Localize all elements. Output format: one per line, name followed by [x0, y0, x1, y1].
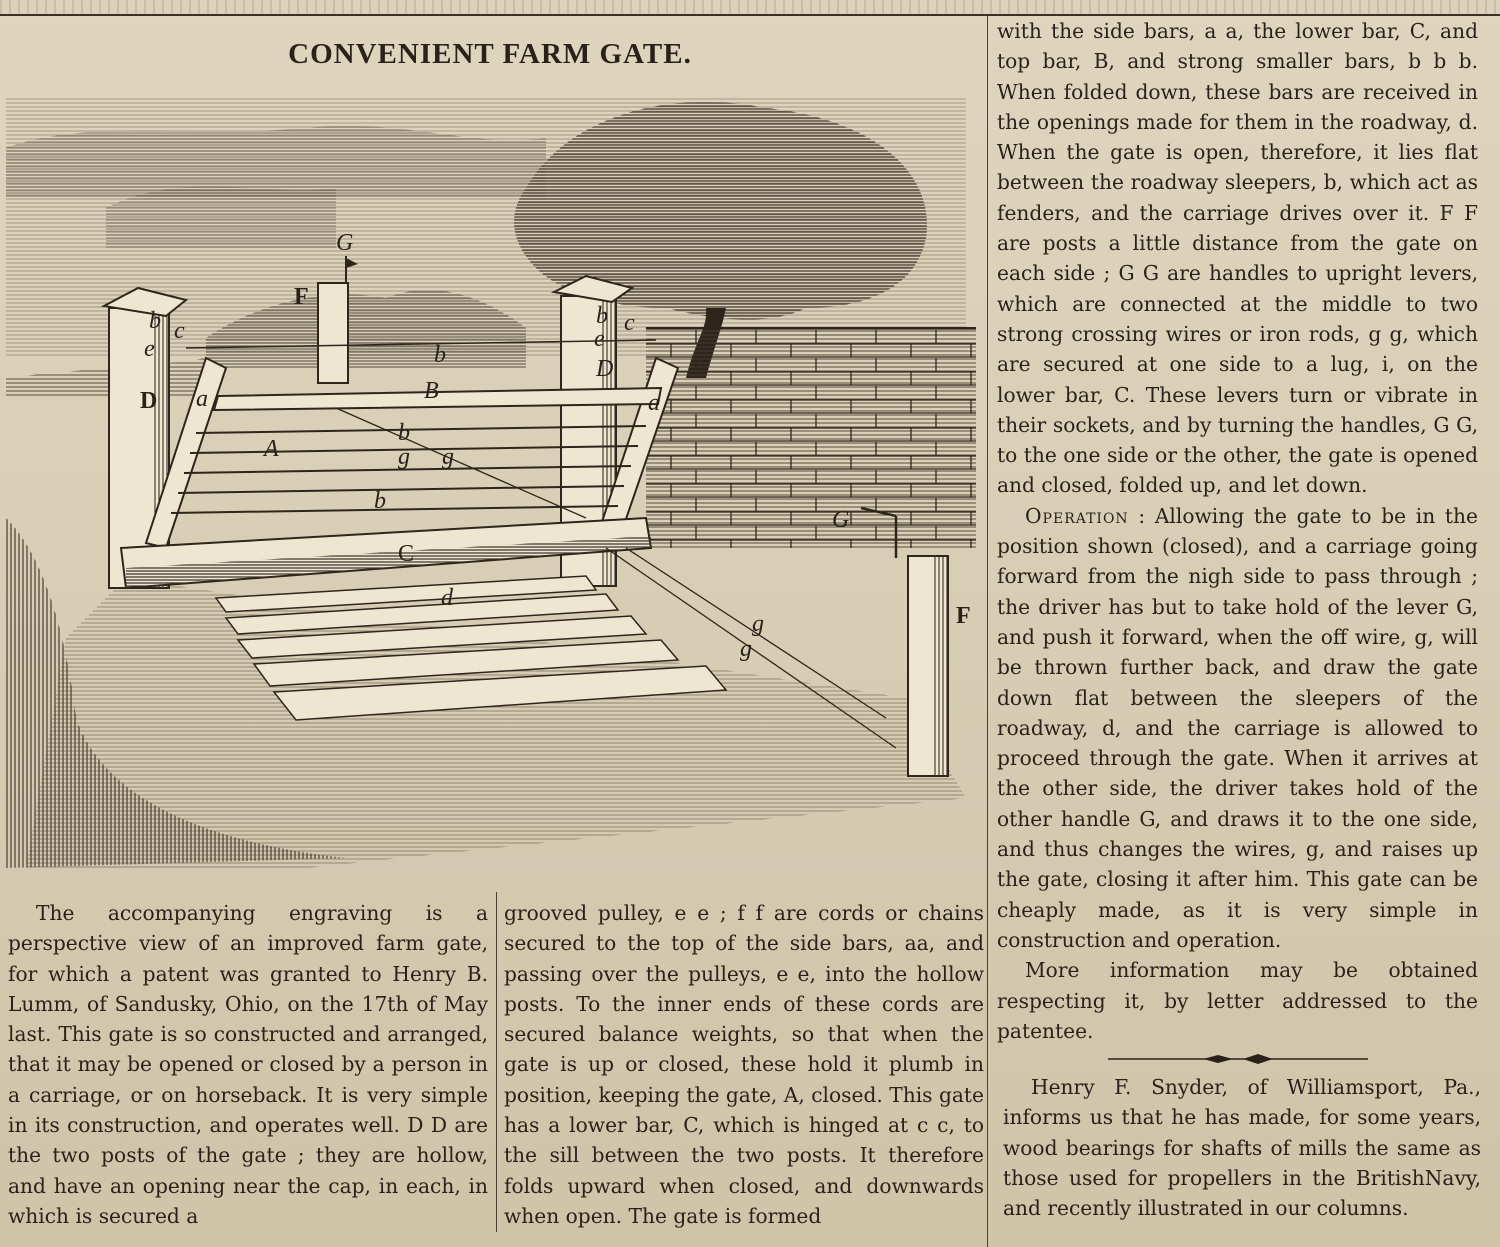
label-e-right: e [594, 326, 605, 352]
column-middle [504, 898, 984, 1231]
label-d: d [441, 585, 453, 611]
column-left [8, 898, 488, 1231]
column-right [997, 16, 1478, 1046]
label-g-wire2: g [740, 636, 752, 662]
label-b-right: b [596, 303, 608, 329]
label-e-left: e [144, 336, 155, 362]
label-D-right: D [596, 356, 614, 382]
farm-gate-engraving [6, 78, 982, 868]
label-G-right: G [832, 507, 850, 533]
column-rule-left [496, 892, 497, 1232]
label-a-left: a [196, 386, 208, 412]
label-F-front: F [956, 603, 971, 629]
label-b-lower: b [374, 488, 386, 514]
column-right-bottom [1003, 1072, 1481, 1223]
label-A: A [264, 436, 279, 462]
label-F-back: F [294, 284, 309, 310]
label-c-right: c [624, 310, 635, 336]
article-title: CONVENIENT FARM GATE. [288, 38, 692, 70]
label-G-top: G [336, 230, 354, 256]
article-body-col3-p1: with the side bars, a a, the lower bar, C, and top bar, B, and strong smaller bars, b b b. When folded down, these bars are received in the openings made for them in the roadway, d. When the gate is open, therefore, it lies flat between the roadway sleepers, b, which act as fenders, and the carriage drives over it. F F are posts a little distance from the gate on each side ; G G are handles to upright levers, which are connected at the middle to two strong crossing wires or iron rods, g g, which are secured at one side to a lug, i, on the lower bar, C. These levers turn or vibrate in their sockets, and by turning the handles, G G, to the one side or the other, the gate is opened and closed, folded up, and let down. [997, 19, 1478, 498]
label-b-mid: b [398, 420, 410, 446]
article-body-col3-p4: Henry F. Snyder, of Williamsport, Pa., informs us that he has made, for some years, wood bearings for shafts of mills the same as those used for propellers in the BritishNavy, and recently illustrated in our columns. [1003, 1075, 1481, 1221]
torn-top-strip [0, 0, 1500, 14]
label-g-mid: g [398, 444, 410, 470]
column-rule-right [987, 16, 988, 1247]
label-g-mid2: g [442, 444, 454, 470]
label-D-left: D [140, 388, 158, 414]
operation-label: Operation [1025, 503, 1129, 528]
article-body-col3-p2: : Allowing the gate to be in the position shown (closed), and a carriage going forward from the nigh side to pass through ; the driver has but to take hold of the lever G, and push it forward, when the off wire, g, will be thrown further back, and draw the gate down flat between the sleepers of the roadway, d, and the carriage is allowed to proceed through the gate. When it arrives at the other side, the driver takes hold of the other handle G, and draws it to the one side, and thus changes the wires, g, and raises up the gate, closing it after him. This gate can be cheaply made, as it is very simple in construction and operation. [997, 503, 1478, 952]
label-c-left: c [174, 318, 185, 344]
stone-wall [646, 328, 976, 548]
label-C: C [398, 541, 415, 567]
label-a-right: a [648, 390, 660, 416]
section-divider-ornament [1108, 1052, 1368, 1066]
article-body-col1: The accompanying engraving is a perspective view of an improved farm gate, for which a patent was granted to Henry B. Lumm, of Sandusky, Ohio, on the 17th of May last. This gate is so constructed and arranged, that it may be opened or closed by a person in a carriage, or on horseback. It is very simple in its construction, and operates well. D D are the two posts of the gate ; they are hollow, and have an opening near the cap, in each, in which is secured a [8, 901, 488, 1228]
article-body-col2: grooved pulley, e e ; f f are cords or chains secured to the top of the side bars, aa, and passing over the pulleys, e e, into the hollow posts. To the inner ends of these cords are secured balance weights, so that when the gate is up or closed, these hold it plumb in position, keeping the gate, A, closed. This gate has a lower bar, C, which is hinged at c c, to the sill between the two posts. It therefore folds upward when closed, and downwards when open. The gate is formed [504, 901, 984, 1228]
label-g-wire1: g [752, 611, 764, 637]
label-b-left: b [149, 308, 161, 334]
label-B: B [424, 378, 439, 404]
label-b-top: b [434, 342, 446, 368]
article-body-col3-p3: More information may be obtained respecting it, by letter addressed to the patentee. [997, 958, 1478, 1043]
